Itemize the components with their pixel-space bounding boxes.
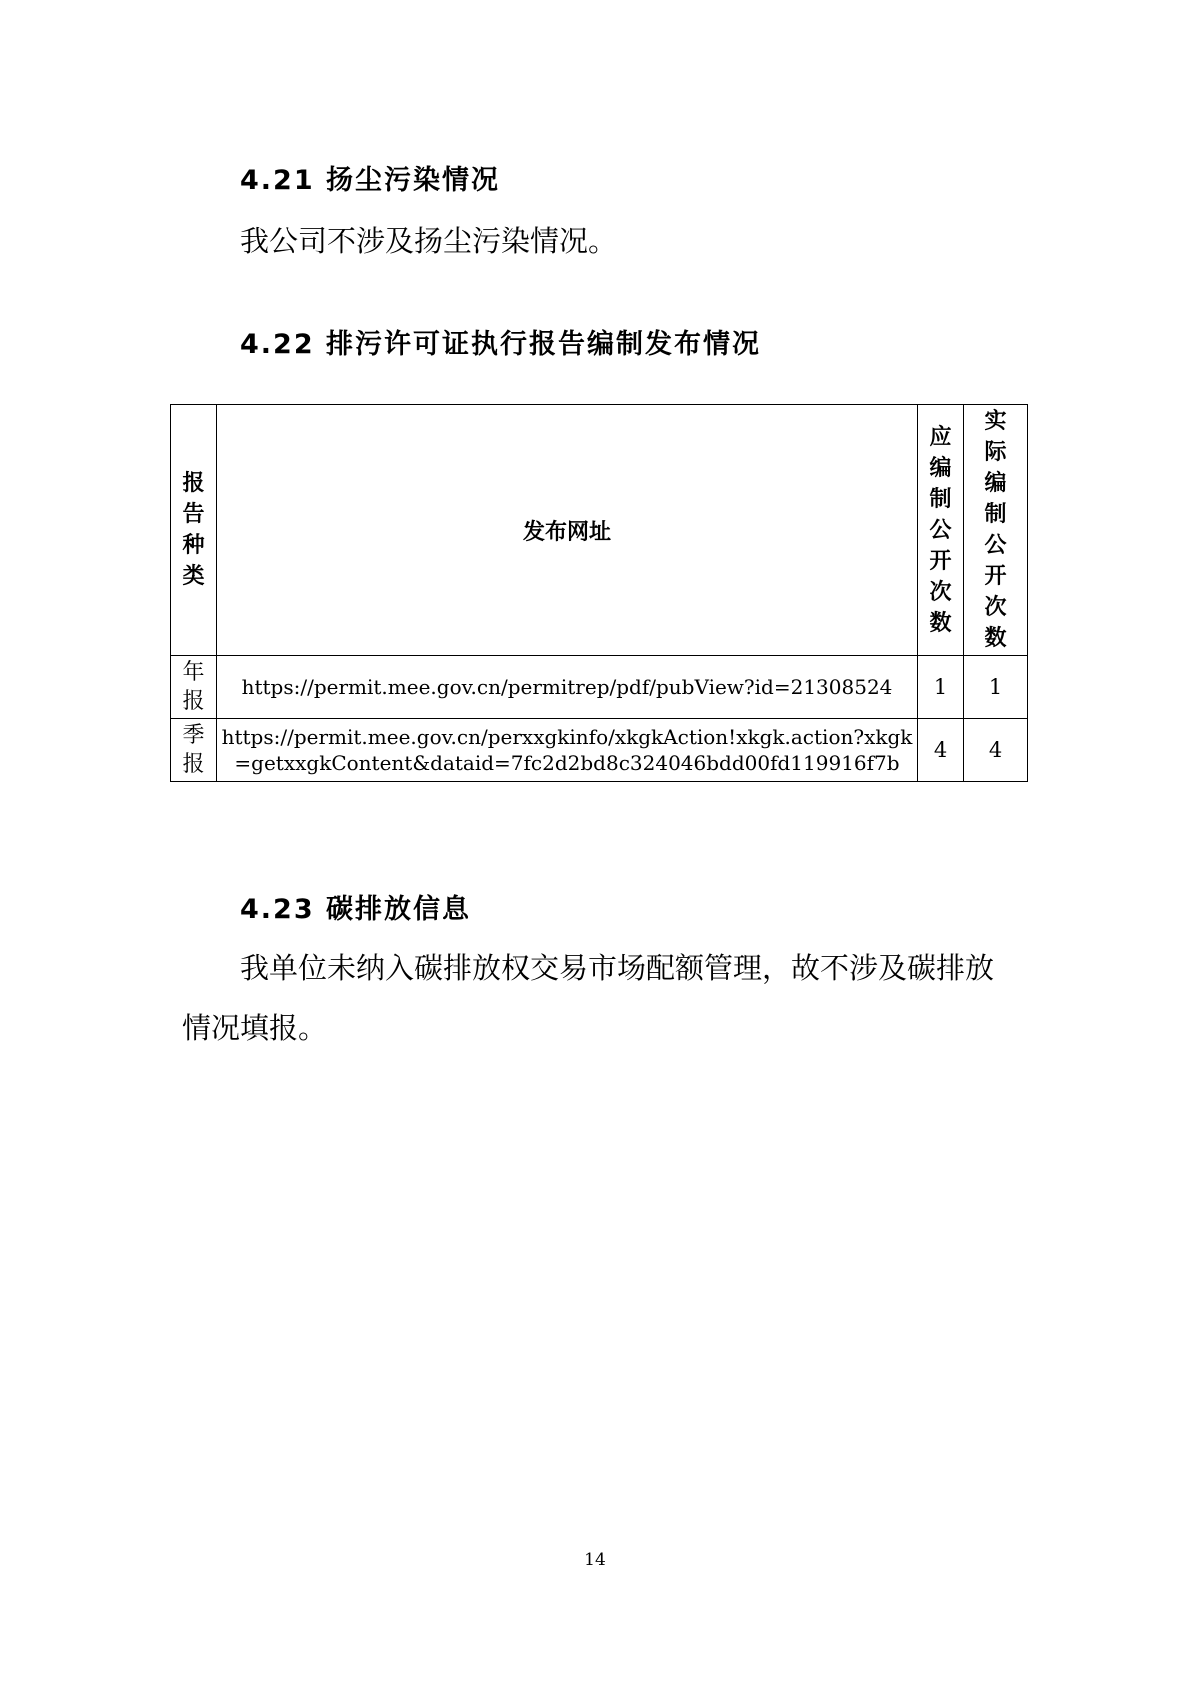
planned-count-cell: 4 — [918, 719, 964, 782]
report-type-cell — [171, 719, 217, 782]
header-planned-count-label: 应编制公开次数 — [929, 424, 952, 636]
actual-count-cell: 1 — [964, 656, 1028, 719]
table-row — [171, 719, 1028, 782]
url-cell — [217, 719, 918, 782]
section-4-23-body-line1: 我单位未纳入碳排放权交易市场配额管理，故不涉及碳排放 — [240, 951, 995, 985]
header-url-label: 发布网址 — [522, 519, 611, 545]
header-actual-count — [964, 405, 1028, 656]
header-report-type — [171, 405, 217, 656]
table-row — [171, 656, 1028, 719]
annual-report-link[interactable]: https://permit.mee.gov.cn/permitrep/pdf/pubView?id=21308524 — [241, 675, 893, 699]
page-number: 14 — [584, 1550, 606, 1570]
url-cell — [217, 656, 918, 719]
report-type-cell — [171, 656, 217, 719]
planned-count-cell: 1 — [918, 656, 964, 719]
section-4-22-heading: 4.22 排污许可证执行报告编制发布情况 — [240, 329, 762, 360]
header-report-type-label: 报告种类 — [182, 471, 205, 589]
table-header-row — [171, 405, 1028, 656]
header-planned-count — [918, 405, 964, 656]
report-type-quarterly: 季报 — [182, 723, 205, 777]
quarterly-report-link[interactable]: https://permit.mee.gov.cn/perxxgkinfo/xkgkAction!xkgk.action?xkgk=getxxgkContent&dataid=7fc2d2bd8c324046bdd00fd119916f7b — [221, 725, 913, 775]
section-4-21-heading: 4.21 扬尘污染情况 — [240, 165, 501, 196]
section-4-23-body-line2: 情况填报。 — [182, 1011, 328, 1045]
header-actual-count-label: 实际编制公开次数 — [984, 409, 1007, 651]
permit-report-table — [170, 404, 1028, 782]
actual-count-cell: 4 — [964, 719, 1028, 782]
report-type-annual: 年报 — [182, 660, 205, 714]
section-4-21-body: 我公司不涉及扬尘污染情况。 — [240, 224, 618, 258]
section-4-23-heading: 4.23 碳排放信息 — [240, 894, 472, 925]
header-url — [217, 405, 918, 656]
